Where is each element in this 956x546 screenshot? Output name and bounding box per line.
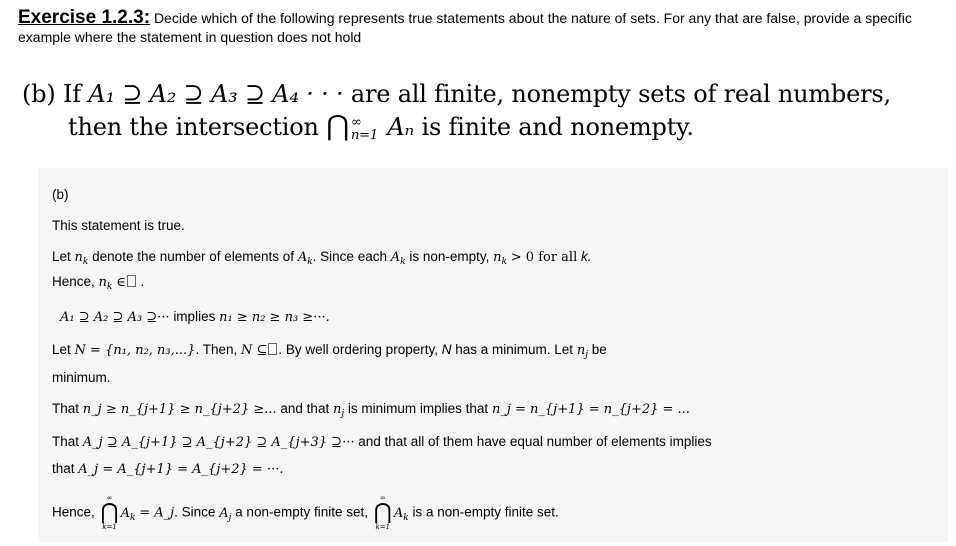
solution-final: [52, 494, 932, 532]
text: and that all of them have equal number of elements implies: [358, 434, 712, 449]
equality: = A_j: [139, 505, 175, 521]
solution-that-3: [52, 460, 932, 478]
intersection-icon-2: ∞ ⋂ k=1: [373, 494, 392, 531]
numbers-chain: n₁ ≥ n₂ ≥ n₃ ≥···.: [219, 310, 330, 325]
intersection-limits: [351, 116, 378, 142]
A-chain: A_j ⊇ A_{j+1} ⊇ A_{j+2} ⊇ A_{j+3} ⊇···: [82, 435, 355, 450]
solution-that-1: [52, 400, 932, 423]
problem-line1-rest: are all finite, nonempty sets of real numbers,: [350, 80, 891, 108]
A-equality: A_j = A_{j+1} = A_{j+2} = ···.: [78, 462, 284, 477]
text: has a minimum. Let: [455, 342, 574, 357]
solution-let-N: [52, 341, 932, 364]
text: That: [52, 434, 80, 449]
var-Ak: $A_k$: [297, 250, 313, 267]
set-N: N = {n₁, n₂, n₃,...}: [74, 343, 196, 358]
problem-statement: [22, 78, 942, 143]
exercise-description: Decide which of the following represents true statements about the nature of sets. For any that are false, provide a specific example where the statement in question does not hold: [18, 10, 912, 45]
missing-glyph-box: [268, 343, 277, 355]
text: is non-empty,: [409, 249, 490, 264]
solution-let-nk: [52, 248, 932, 271]
element-of-symbol: ∈: [116, 275, 126, 290]
exercise-title: Exercise 1.2.3:: [18, 7, 151, 28]
exercise-header: [18, 8, 948, 47]
text: is a non-empty finite set.: [412, 504, 559, 520]
text: be: [591, 342, 607, 357]
intersection-icon: ∞ ⋂ k=1: [100, 494, 119, 531]
problem-sets-chain: A₁ ⊇ A₂ ⊇ A₃ ⊇ A₄ · · ·: [88, 80, 344, 108]
subset-expr: N ⊆: [240, 343, 268, 358]
solution-that-2: [52, 433, 932, 451]
text: > 0 for all: [510, 250, 578, 265]
var-nk-3: $n_k$: [98, 275, 113, 292]
text: Let: [52, 249, 71, 264]
intersection-var: Aₙ: [387, 113, 415, 141]
var-nj: $n_j$: [576, 343, 588, 360]
text: denote the number of elements of: [92, 249, 295, 264]
text: is minimum implies that: [347, 401, 489, 416]
problem-intro: If: [62, 80, 81, 108]
n-chain: n_j ≥ n_{j+1} ≥ n_{j+2} ≥...: [82, 402, 277, 417]
text: Let: [52, 342, 71, 357]
intersection-symbol: ⋂: [326, 109, 349, 142]
text: N: [441, 342, 452, 357]
intersection-lower: n=1: [350, 127, 378, 143]
text: . Since: [174, 504, 216, 520]
text: k.: [581, 249, 592, 264]
text: implies: [173, 309, 216, 324]
text: that: [52, 461, 75, 476]
var-Aj: $A_j$: [219, 505, 232, 523]
text: Hence,: [52, 274, 95, 289]
solution-hence-natural: Hence, $n_k$ ∈ .: [52, 274, 145, 292]
var-nj-2: $n_j$: [332, 402, 345, 419]
var-Ak-2: $A_k$: [390, 250, 406, 267]
solution-part: (b): [52, 187, 69, 202]
var-nk-2: $n_k$: [493, 250, 507, 267]
missing-glyph-box: [127, 275, 136, 287]
var-Ak-4: $A_k$: [393, 505, 409, 523]
n-equality: n_j = n_{j+1} = n_{j+2} = ...: [491, 402, 690, 417]
problem-line2-rest: is finite and nonempty.: [421, 113, 694, 141]
problem-part: (b): [22, 80, 56, 108]
var-nk: $n_k$: [74, 250, 89, 267]
problem-line2: [22, 110, 942, 143]
text: a non-empty finite set,: [235, 504, 368, 520]
intersection-upper: ∞: [350, 114, 362, 130]
text: . By well ordering property,: [278, 342, 438, 357]
text: and that: [280, 401, 330, 416]
text: . Then,: [195, 342, 238, 357]
text: Hence,: [52, 504, 95, 520]
solution-statement: This statement is true.: [52, 218, 185, 233]
text: . Since each: [312, 249, 387, 264]
problem-line2-intro: then the intersection: [68, 113, 319, 141]
sets-chain: A₁ ⊇ A₂ ⊇ A₃ ⊇···: [60, 310, 170, 325]
solution-minimum: minimum.: [52, 370, 111, 385]
var-Ak-3: $A_k$: [120, 505, 136, 523]
text: That: [52, 401, 80, 416]
solution-chain: [60, 308, 940, 326]
